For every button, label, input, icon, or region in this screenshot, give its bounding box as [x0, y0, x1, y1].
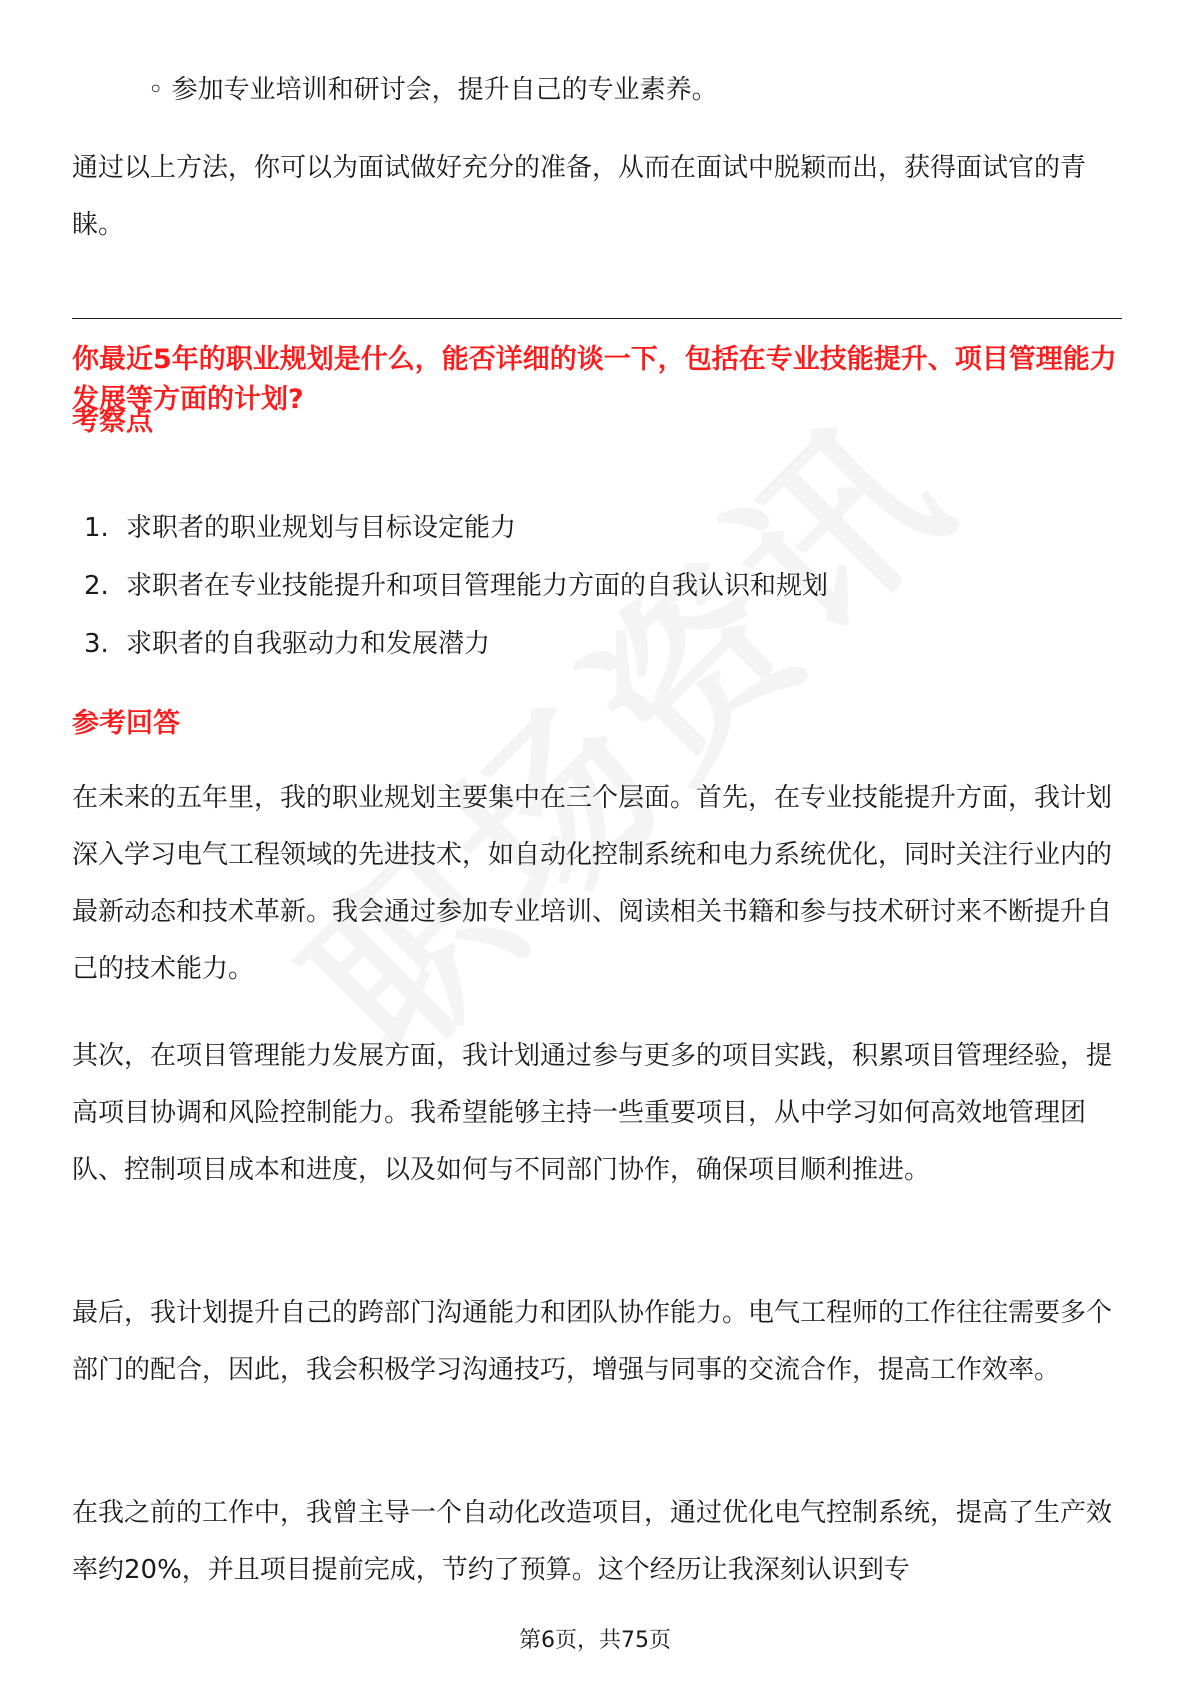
bullet-marker: ◦	[148, 75, 164, 105]
section-divider	[72, 318, 1122, 319]
list-item-text: 求职者的职业规划与目标设定能力	[126, 513, 517, 543]
list-item-text: 求职者在专业技能提升和项目管理能力方面的自我认识和规划	[126, 571, 829, 601]
question-heading: 你最近5年的职业规划是什么，能否详细的谈一下，包括在专业技能提升、项目管理能力发展等方面的计划?	[72, 344, 1117, 415]
intro-conclusion-paragraph: 通过以上方法，你可以为面试做好充分的准备，从而在面试中脱颖而出，获得面试官的青睐。	[72, 153, 1087, 240]
list-item-number: 1.	[84, 513, 109, 543]
observation-list	[84, 508, 828, 682]
bullet-text: 参加专业培训和研讨会，提升自己的专业素养。	[171, 75, 718, 105]
list-item	[84, 508, 828, 566]
answer-paragraph: 在未来的五年里，我的职业规划主要集中在三个层面。首先，在专业技能提升方面，我计划深入学习电气工程领域的先进技术，如自动化控制系统和电力系统优化，同时关注行业内的最新动态和技术革新。我会通过参加专业培训、阅读相关书籍和参与技术研讨来不断提升自己的技术能力。	[72, 783, 1113, 984]
list-item-number: 2.	[84, 571, 109, 601]
answer-paragraph: 最后，我计划提升自己的跨部门沟通能力和团队协作能力。电气工程师的工作往往需要多个部门的配合，因此，我会积极学习沟通技巧，增强与同事的交流合作，提高工作效率。	[72, 1298, 1113, 1385]
list-item	[84, 624, 828, 682]
list-item	[84, 566, 828, 624]
page-number-footer: 第6页，共75页	[519, 1628, 671, 1653]
observation-heading: 考察点	[72, 406, 153, 437]
answer-heading: 参考回答	[72, 708, 180, 739]
answer-paragraph: 其次，在项目管理能力发展方面，我计划通过参与更多的项目实践，积累项目管理经验，提高项目协调和风险控制能力。我希望能够主持一些重要项目，从中学习如何高效地管理团队、控制项目成本和进度，以及如何与不同部门协作，确保项目顺利推进。	[72, 1041, 1113, 1185]
answer-paragraph: 在我之前的工作中，我曾主导一个自动化改造项目，通过优化电气控制系统，提高了生产效率约20%，并且项目提前完成，节约了预算。这个经历让我深刻认识到专	[72, 1498, 1113, 1585]
list-item-text: 求职者的自我驱动力和发展潜力	[126, 629, 491, 659]
sub-bullet-item	[148, 70, 718, 110]
list-item-number: 3.	[84, 629, 109, 659]
